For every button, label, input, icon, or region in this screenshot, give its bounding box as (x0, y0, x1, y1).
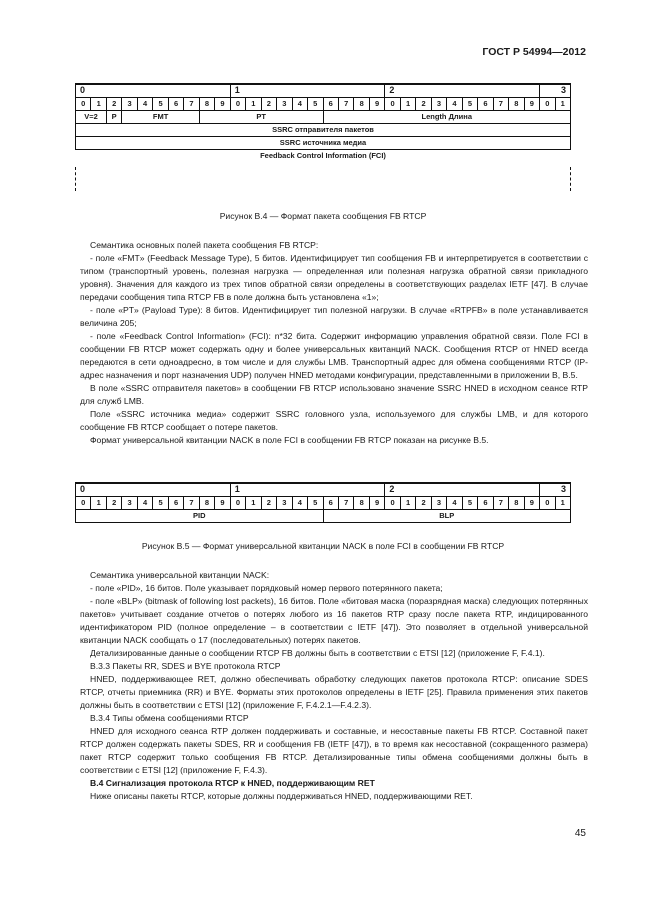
bit-index-cell: 9 (524, 97, 539, 110)
bit-index-cell: 9 (524, 496, 539, 509)
fb-rtcp-packet-diagram (75, 83, 571, 162)
paragraph: - поле «FMT» (Feedback Message Type), 5 битов. Идентифицирует тип сообщения FB и интерпретируется в соответствии с типом (транспортный уровень, полезная нагрузка — определенная или полезная нагрузка обратной связи прикладного уровня). Значения для каждого из трех типов обратной связи определены в соответствующих разделах IETF [47]. В случае передачи сообщения типа RTCP FB в поле должна быть установлена «1»; (80, 253, 588, 302)
bit-index-cell: 2 (261, 496, 276, 509)
bit-index-cell: 8 (354, 97, 369, 110)
bit-index-cell: 1 (555, 97, 570, 110)
bit-index-cell: 6 (478, 496, 493, 509)
blp-field: BLP (323, 509, 571, 522)
bit-index-cell: 1 (246, 97, 261, 110)
pid-field: PID (76, 509, 324, 522)
pt-field: PT (199, 110, 323, 123)
page-number: 45 (574, 828, 586, 839)
bit-index-cell: 9 (369, 97, 384, 110)
nack-fci-diagram (75, 482, 571, 523)
bit-tens-1: 1 (230, 84, 385, 97)
bit-index-cell: 3 (431, 496, 446, 509)
bit-index-cell: 5 (153, 97, 168, 110)
bit-index-cell: 4 (137, 496, 152, 509)
fci-left-dashed-border (75, 167, 76, 191)
bit-index-cell: 5 (462, 496, 477, 509)
bit-index-cell: 5 (153, 496, 168, 509)
nack-fields-row (76, 509, 571, 522)
bit-index-cell: 3 (277, 97, 292, 110)
length-field: Length Длина (323, 110, 571, 123)
bit-index-cell: 4 (292, 97, 307, 110)
section-text-2 (80, 569, 588, 803)
bit-index-cell: 8 (354, 496, 369, 509)
fci-field: Feedback Control Information (FCI) (76, 149, 571, 162)
paragraph: Формат универсальной квитанции NACK в поле FCI в сообщении FB RTCP показан на рисунке В.5. (90, 435, 489, 445)
ssrc-sender-field: SSRC отправителя пакетов (76, 123, 571, 136)
bit-index-cell: 2 (261, 97, 276, 110)
fmt-field: FMT (122, 110, 199, 123)
bit-index-cell: 3 (431, 97, 446, 110)
bit-index-cell: 0 (385, 496, 400, 509)
paragraph: HNED, поддерживающее RET, должно обеспечивать обработку следующих пакетов протокола RTCP: описание SDES RTCP, отчеты приемника (RR) и BYE. Форматы этих протоколов определены в IETF [25]. Правила применения этих пакетов должны быть в соответствии с ETSI [12] (приложение F, F.4.2.1—F.4.2.3). (80, 674, 588, 710)
bit-index-cell: 6 (323, 97, 338, 110)
bit-index-cell: 6 (168, 97, 183, 110)
padding-field: P (106, 110, 121, 123)
bit-index-cell: 3 (122, 496, 137, 509)
bit-index-cell: 2 (416, 97, 431, 110)
bit-index-cell: 8 (509, 97, 524, 110)
section-heading: В.4 Сигнализация протокола RTCP к HNED, поддерживающим RET (90, 778, 375, 788)
bit-index-cell: 8 (199, 496, 214, 509)
bit-index-cell: 5 (462, 97, 477, 110)
paragraph: Семантика универсальной квитанции NACK: (90, 570, 270, 580)
bit-index-cell: 5 (308, 97, 323, 110)
bit-index-cell: 4 (292, 496, 307, 509)
figure-b5-caption: Рисунок В.5 — Формат универсальной квитанции NACK в поле FCI в сообщении FB RTCP (141, 541, 505, 551)
subsection-heading: В.3.3 Пакеты RR, SDES и BYE протокола RTCP (90, 661, 281, 671)
bit-index-cell: 7 (493, 97, 508, 110)
bit-index-cell: 0 (385, 97, 400, 110)
bit-index-cell: 0 (540, 496, 555, 509)
bit-tens-row (76, 483, 571, 496)
bit-tens-2: 2 (385, 483, 540, 496)
paragraph: Детализированные данные о сообщении RTCP FB должны быть в соответствии с ETSI [12] (приложение F, F.4.1). (90, 648, 545, 658)
bit-index-cell: 7 (493, 496, 508, 509)
bit-index-cell: 1 (91, 97, 106, 110)
bit-tens-0: 0 (76, 483, 231, 496)
ssrc-media-field: SSRC источника медиа (76, 136, 571, 149)
paragraph: HNED для исходного сеанса RTP должен поддерживать и составные, и несоставные пакеты FB RTCP. Составной пакет RTCP должен содержать пакеты SDES, RR и сообщения FB (IETF [47]), в то время как несоставной (сокращенного размера) пакет RTCP содержит только сообщения FB RTCP. Детализированные типы обмена сообщениями должны быть в соответствии с ETSI [12] (приложение F, F.4.3). (80, 726, 588, 775)
bit-tens-3: 3 (540, 84, 571, 97)
bit-index-cell: 3 (277, 496, 292, 509)
bit-index-cell: 7 (338, 496, 353, 509)
bit-index-cell: 1 (246, 496, 261, 509)
bit-index-cell: 0 (76, 97, 91, 110)
bit-index-cell: 8 (199, 97, 214, 110)
bit-tens-row (76, 84, 571, 97)
bit-index-cell: 2 (106, 97, 121, 110)
bit-index-cell: 0 (230, 97, 245, 110)
bit-index-cell: 7 (184, 97, 199, 110)
paragraph: - поле «PT» (Payload Type): 8 битов. Идентифицирует тип полезной нагрузки. В случае «RTPFB» в поле устанавливается величина 205; (80, 305, 588, 328)
bit-index-cell: 7 (184, 496, 199, 509)
paragraph: - поле «BLP» (bitmask of following lost packets), 16 битов. Поле «битовая маска (поразрядная маска) следующих потерянных пакетов» учитывает создание отчетов о потерях любого из 16 пакетов RTP сразу после пакета RTP, индицированного идентификатором PID (полное определение – в соответствии с IETF [47]). Это позволяет в отдельной универсальной квитанции NACK сообщать о 17 (последовательных) потерях пакетов. (80, 596, 588, 645)
bit-index-cell: 1 (555, 496, 570, 509)
bit-index-cell: 9 (215, 496, 230, 509)
ssrc-sender-row (76, 123, 571, 136)
bit-index-cell: 3 (122, 97, 137, 110)
paragraph: Ниже описаны пакеты RTCP, которые должны поддерживаться HNED, поддерживающими RET. (90, 791, 473, 801)
fci-right-dashed-border (570, 167, 571, 191)
bit-index-cell: 9 (369, 496, 384, 509)
version-field: V=2 (76, 110, 107, 123)
bit-index-cell: 4 (137, 97, 152, 110)
header-fields-row (76, 110, 571, 123)
bit-index-row (76, 496, 571, 509)
bit-tens-1: 1 (230, 483, 385, 496)
paragraph: Семантика основных полей пакета сообщения FB RTCP: (90, 240, 319, 250)
bit-index-cell: 6 (168, 496, 183, 509)
fci-row (76, 149, 571, 162)
document-header: ГОСТ Р 54994—2012 (482, 46, 586, 58)
bit-index-cell: 1 (91, 496, 106, 509)
bit-index-cell: 9 (215, 97, 230, 110)
bit-index-cell: 2 (106, 496, 121, 509)
figure-b4-caption: Рисунок В.4 — Формат пакета сообщения FB RTCP (219, 211, 427, 221)
paragraph: - поле «PID», 16 битов. Поле указывает порядковый номер первого потерянного пакета; (90, 583, 443, 593)
paragraph: Поле «SSRC источника медиа» содержит SSRC головного узла, используемого для службы LMB, и для которого сообщение FB RTCP сообщает о потере пакетов. (80, 409, 588, 432)
bit-index-cell: 1 (400, 496, 415, 509)
section-text-1 (80, 239, 588, 447)
bit-tens-0: 0 (76, 84, 231, 97)
bit-index-cell: 0 (540, 97, 555, 110)
paragraph: В поле «SSRC отправителя пакетов» в сообщении FB RTCP использовано значение SSRC HNED в исходном сеансе RTP для служб LMB. (80, 383, 588, 406)
ssrc-media-row (76, 136, 571, 149)
subsection-heading: В.3.4 Типы обмена сообщениями RTCP (90, 713, 249, 723)
bit-index-cell: 5 (308, 496, 323, 509)
bit-index-cell: 7 (338, 97, 353, 110)
bit-index-cell: 8 (509, 496, 524, 509)
paragraph: - поле «Feedback Control Information» (FCI): n*32 бита. Содержит информацию управления обратной связи. Поле FCI в сообщении FB RTCP может содержать одну и более универсальных квитанций NACK. Сообщения RTCP от HNED всегда передаются в сети одноадресно, в том числе и для службы LMB. Транспортный адрес для обмена сообщениями RTCP (IP-адрес назначения и порт назначения UDP) получен HNED методами конфигурации, представленными в приложении В, В.5. (80, 331, 588, 380)
bit-index-cell: 6 (323, 496, 338, 509)
bit-index-cell: 2 (416, 496, 431, 509)
bit-index-row (76, 97, 571, 110)
bit-tens-2: 2 (385, 84, 540, 97)
bit-index-cell: 0 (76, 496, 91, 509)
bit-index-cell: 0 (230, 496, 245, 509)
bit-index-cell: 4 (447, 97, 462, 110)
bit-index-cell: 1 (400, 97, 415, 110)
bit-tens-3: 3 (540, 483, 571, 496)
bit-index-cell: 4 (447, 496, 462, 509)
bit-index-cell: 6 (478, 97, 493, 110)
